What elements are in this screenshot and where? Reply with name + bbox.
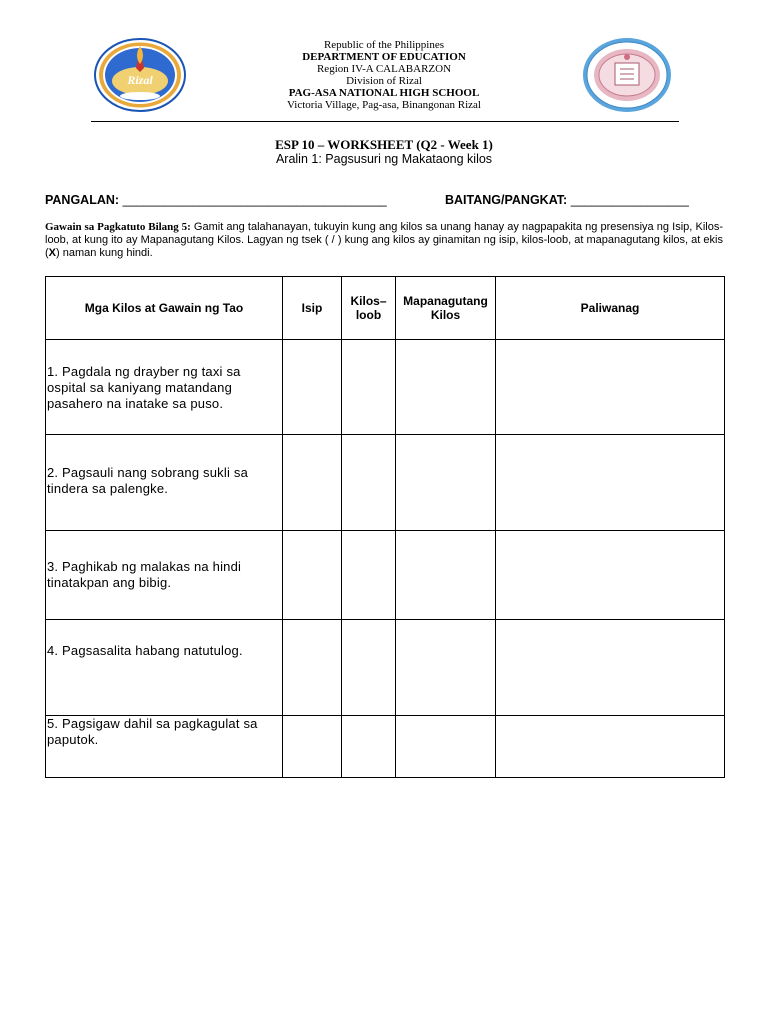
table-row: [46, 340, 725, 435]
isip-cell[interactable]: [283, 531, 342, 620]
mapanagutang-cell[interactable]: [396, 620, 496, 716]
name-label: PANGALAN:: [45, 193, 120, 207]
table-row: [46, 435, 725, 531]
activity-instructions: [45, 221, 723, 260]
header-region: Region IV-A CALABARZON: [316, 63, 452, 75]
header-activity: Mga Kilos at Gawain ng Tao: [46, 277, 283, 340]
activity-cell: 3. Paghikab ng malakas na hindi tinatakpan ang bibig.: [46, 531, 283, 620]
name-field[interactable]: [45, 193, 387, 207]
header-republic: Republic of the Philippines: [323, 39, 445, 51]
kilos-loob-cell[interactable]: [342, 435, 396, 531]
header-divider: [91, 121, 679, 122]
activity-cell: 4. Pagsasalita habang natutulog.: [46, 620, 283, 716]
worksheet-subtitle: Aralin 1: Pagsusuri ng Makataong kilos: [275, 152, 493, 166]
paliwanag-cell[interactable]: [496, 531, 725, 620]
instructions-text-b: ) naman kung hindi.: [56, 247, 153, 259]
mapanagutang-cell[interactable]: [396, 340, 496, 435]
header-department: DEPARTMENT OF EDUCATION: [302, 51, 466, 63]
instructions-lead: Gawain sa Pagkatuto Bilang 5:: [45, 221, 191, 233]
paliwanag-cell[interactable]: [496, 716, 725, 778]
kilos-loob-cell[interactable]: [342, 716, 396, 778]
mapanagutang-cell[interactable]: [396, 531, 496, 620]
header-mapanagutang-kilos: Mapanagutang Kilos: [396, 277, 496, 340]
worksheet-table: [45, 276, 725, 778]
grade-section-field[interactable]: [445, 193, 689, 207]
paliwanag-cell[interactable]: [496, 620, 725, 716]
activity-cell: 1. Pagdala ng drayber ng taxi sa ospital sa kaniyang matandang pasahero na inatake sa puso.: [46, 340, 283, 435]
paliwanag-cell[interactable]: [496, 340, 725, 435]
instructions-x-mark: X: [48, 247, 57, 259]
grade-label: BAITANG/PANGKAT:: [445, 193, 568, 207]
mapanagutang-cell[interactable]: [396, 435, 496, 531]
isip-cell[interactable]: [283, 620, 342, 716]
activity-cell: 5. Pagsigaw dahil sa pagkagulat sa paputok.: [46, 716, 283, 778]
table-header-row: [46, 277, 725, 340]
table-row: [46, 620, 725, 716]
kilos-loob-cell[interactable]: [342, 531, 396, 620]
paliwanag-cell[interactable]: [496, 435, 725, 531]
table-row: [46, 531, 725, 620]
isip-cell[interactable]: [283, 716, 342, 778]
table-row: [46, 716, 725, 778]
mapanagutang-cell[interactable]: [396, 716, 496, 778]
isip-cell[interactable]: [283, 435, 342, 531]
kilos-loob-cell[interactable]: [342, 340, 396, 435]
worksheet-main-title: ESP 10 – WORKSHEET (Q2 - Week 1): [275, 137, 493, 152]
logo-rizal-text: Rizal: [127, 73, 153, 87]
header-kilos-loob: Kilos–loob: [342, 277, 396, 340]
header-paliwanag: Paliwanag: [496, 277, 725, 340]
worksheet-title: [180, 137, 588, 167]
header-school-name: PAG-ASA NATIONAL HIGH SCHOOL: [288, 87, 480, 99]
name-blank[interactable]: ______________________________________: [122, 193, 387, 207]
header-address: Victoria Village, Pag-asa, Binangonan Rizal: [287, 99, 481, 111]
school-seal-logo: [582, 37, 672, 113]
activity-cell: 2. Pagsauli nang sobrang sukli sa tindera sa palengke.: [46, 435, 283, 531]
grade-blank[interactable]: _________________: [570, 193, 689, 207]
deped-rizal-logo: [94, 38, 186, 112]
header-division: Division of Rizal: [346, 75, 422, 87]
school-header: [200, 39, 568, 111]
kilos-loob-cell[interactable]: [342, 620, 396, 716]
header-isip: Isip: [283, 277, 342, 340]
instructions-text-a: Gamit ang talahanayan, tukuyin kung ang kilos sa unang hanay ay nagpapakita ng presensiya ng Isip, Kilos-loob, at kung ito ay Mapanagutang Kilos. Lagyan ng tsek ( / ) kung ang kilos ay ginamitan ng isip, kilos-loob, at mapanagutang kilos, at ekis (: [45, 221, 723, 259]
isip-cell[interactable]: [283, 340, 342, 435]
